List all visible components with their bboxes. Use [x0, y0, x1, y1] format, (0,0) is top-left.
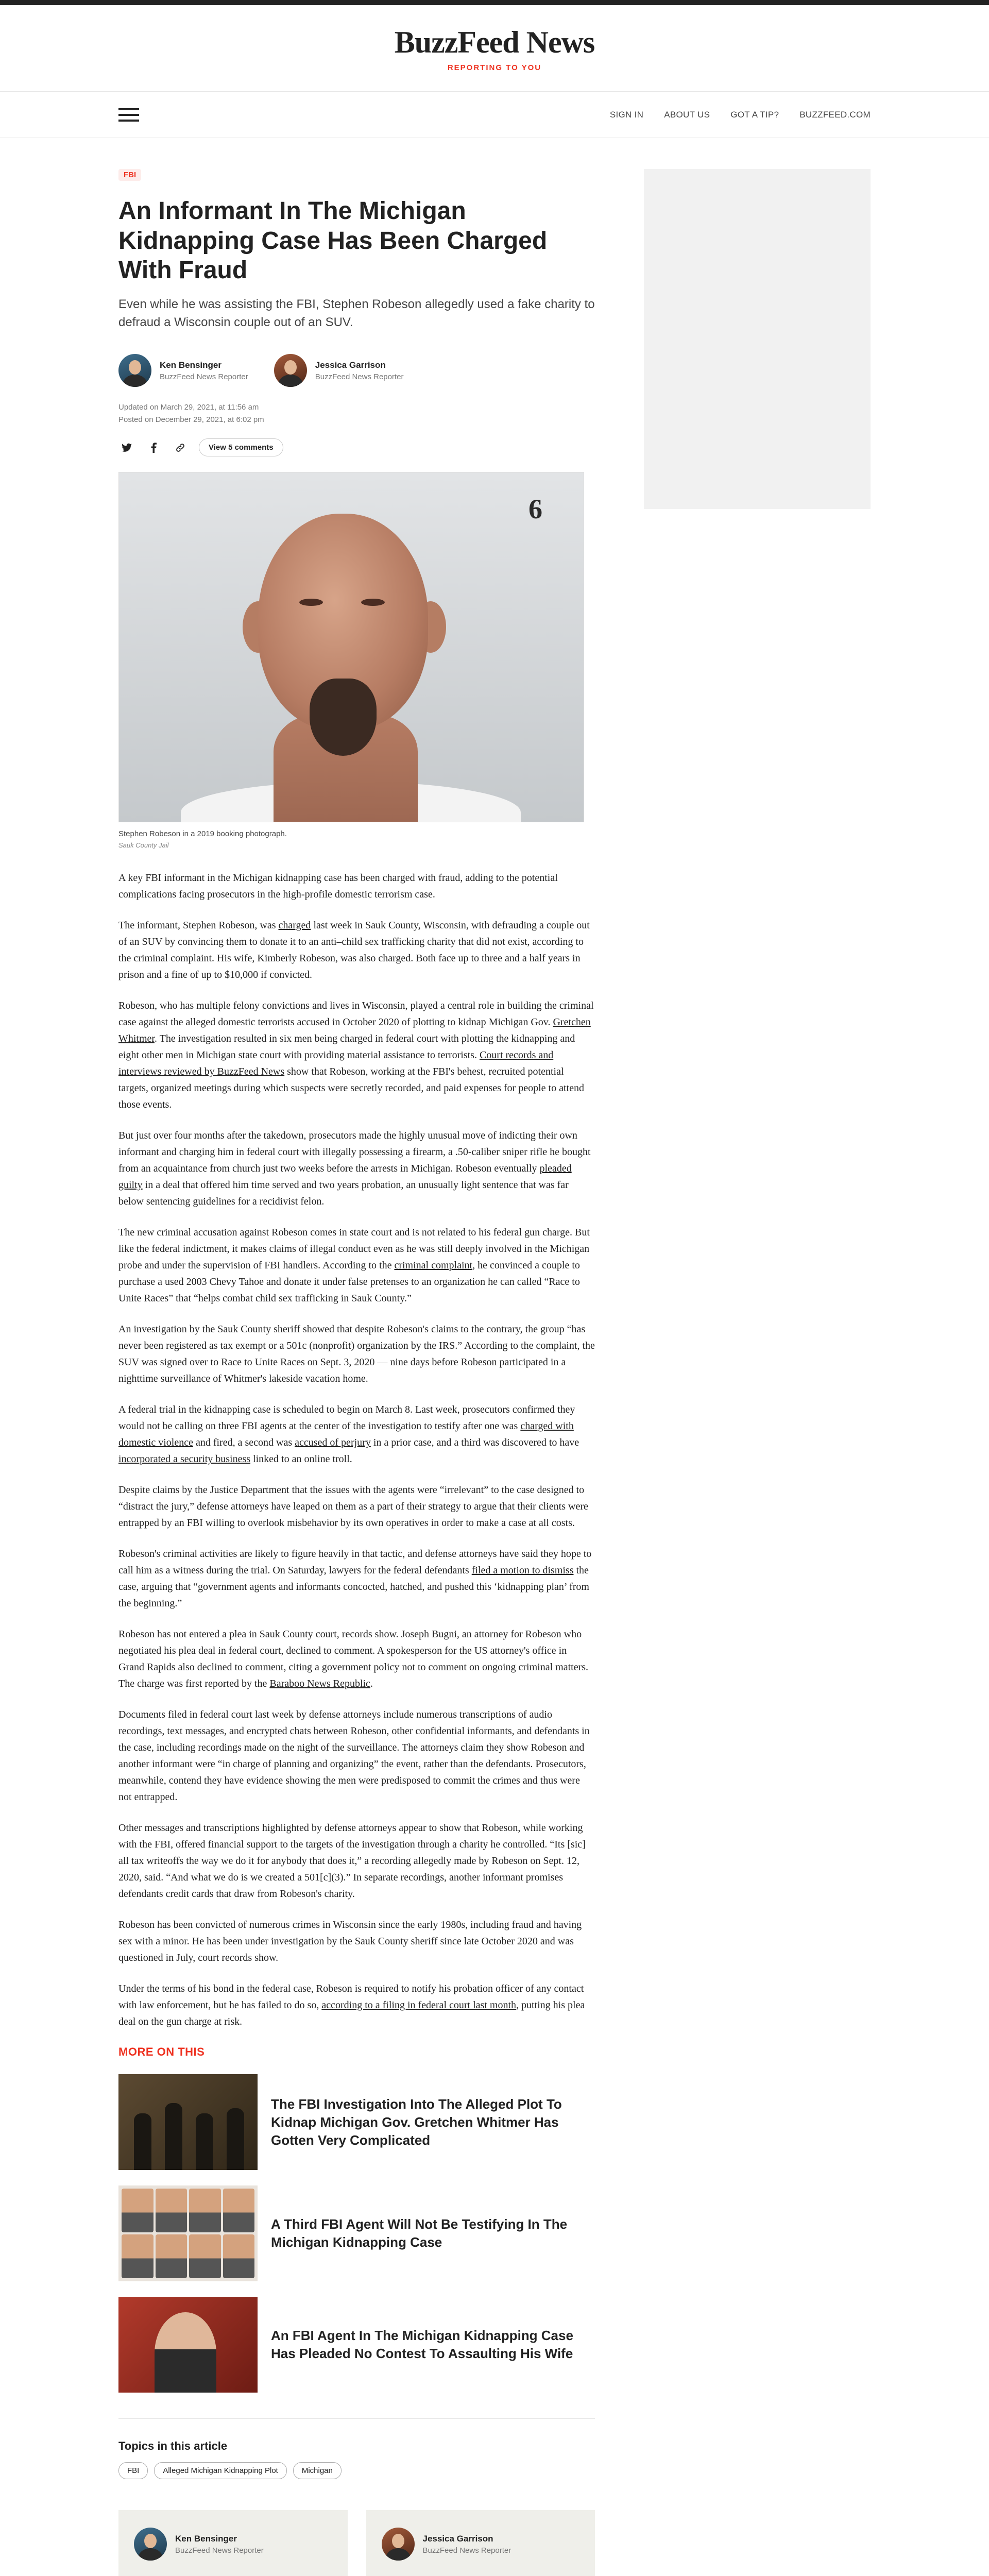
image-credit: Sauk County Jail	[118, 841, 169, 850]
share-bar	[118, 438, 595, 456]
article-paragraph	[118, 1127, 595, 1210]
category-tag[interactable]: FBI	[118, 169, 141, 181]
article-paragraph	[118, 1917, 595, 1966]
byline-jessica-garrison[interactable]	[274, 354, 404, 387]
byline-ken-bensinger[interactable]	[118, 354, 248, 387]
paragraph-text: An investigation by the Sauk County sheriff showed that despite Robeson's claims to the contrary, the group “has never been registered as tax exempt or a 501c (nonprofit) organization by the IRS.” According to the complaint, the SUV was signed over to Race to Unite Races on Sept. 3, 2020 — nine days before Robeson participated in a nighttime surveillance of Whitmer's lakeside vacation home.	[118, 1324, 595, 1385]
paragraph-text: the case, arguing that “government agents and informants concocted, hatched, and pushed this ‘kidnapping plan’ from the beginning.”	[118, 1565, 589, 1609]
author-name[interactable]: Ken Bensinger	[175, 2533, 237, 2544]
author-role: BuzzFeed News Reporter	[160, 372, 248, 381]
article-paragraph	[118, 917, 595, 983]
author-name[interactable]: Jessica Garrison	[315, 360, 386, 370]
paragraph-text: in a prior case, and a third was discovered to have	[370, 1437, 579, 1449]
inline-link[interactable]: Gretchen Whitmer	[118, 1016, 591, 1045]
nav-links	[610, 110, 871, 120]
more-on-this-link[interactable]: The FBI Investigation Into The Alleged Plot To Kidnap Michigan Gov. Gretchen Whitmer Has Gotten Very Complicated	[271, 2096, 562, 2148]
topic-fbi[interactable]: FBI	[118, 2462, 148, 2479]
paragraph-text: linked to an online troll.	[250, 1453, 352, 1465]
page-content	[0, 138, 989, 2576]
more-on-this-item[interactable]	[118, 2074, 595, 2170]
site-tagline: REPORTING TO YOU	[447, 63, 542, 72]
article-paragraph	[118, 1482, 595, 1531]
inline-link[interactable]: charged	[278, 920, 311, 931]
inline-link[interactable]: criminal complaint	[394, 1260, 473, 1272]
paragraph-text: The new criminal accusation against Robeson comes in state court and is not related to his federal gun charge. But like the federal indictment, it makes claims of illegal conduct even as he was still deeply involved in the Michigan probe and under the supervision of FBI handlers. According to the	[118, 1227, 590, 1272]
posted-timestamp: Posted on December 29, 2021, at 6:02 pm	[118, 415, 264, 425]
article-body	[118, 870, 595, 2030]
avatar[interactable]	[118, 354, 151, 387]
article-paragraph	[118, 870, 595, 903]
nav-about-us[interactable]: ABOUT US	[664, 109, 710, 120]
more-on-this-link[interactable]: A Third FBI Agent Will Not Be Testifying In The Michigan Kidnapping Case	[271, 2216, 568, 2250]
paragraph-text: Despite claims by the Justice Department that the issues with the agents were “irrelevant” to the case designed to “distract the jury,” defense attorneys have leaped on them as a part of their strategy to argue that their clients were entrapped by an FBI willing to overlook misbehavior by its own operatives in order to make a case at all costs.	[118, 1484, 588, 1529]
menu-icon[interactable]	[118, 108, 139, 122]
avatar[interactable]	[382, 2528, 415, 2561]
article-paragraph	[118, 1820, 595, 1902]
paragraph-text: A key FBI informant in the Michigan kidnapping case has been charged with fraud, adding to the potential complications facing prosecutors in the high-profile domestic terrorism case.	[118, 872, 558, 901]
inline-link[interactable]: Baraboo News Republic	[269, 1678, 370, 1690]
twitter-icon[interactable]	[118, 439, 135, 456]
topics-list	[118, 2462, 595, 2479]
top-bar	[0, 0, 989, 5]
facebook-icon[interactable]	[145, 439, 162, 456]
topic-kidnapping-plot[interactable]: Alleged Michigan Kidnapping Plot	[154, 2462, 286, 2479]
avatar[interactable]	[134, 2528, 167, 2561]
paragraph-text: Robeson has not entered a plea in Sauk County court, records show. Joseph Bugni, an attorney for Robeson who negotiated his plea deal in federal court, declined to comment. A spokesperson for the US attorney's office in Grand Rapids also declined to comment, citing a government policy not to comment on ongoing criminal matters. The charge was first reported by the	[118, 1629, 589, 1690]
article-paragraph	[118, 1980, 595, 2030]
article-paragraph	[118, 1321, 595, 1387]
thumbnail[interactable]	[118, 2297, 258, 2393]
author-role: BuzzFeed News Reporter	[175, 2546, 264, 2555]
article	[118, 169, 595, 2576]
article-dek: Even while he was assisting the FBI, Stephen Robeson allegedly used a fake charity to defraud a Wisconsin couple out of an SUV.	[118, 297, 595, 329]
nav-sign-in[interactable]: SIGN IN	[609, 109, 644, 120]
paragraph-text: A federal trial in the kidnapping case is scheduled to begin on March 8. Last week, prosecutors confirmed they would not be calling on three FBI agents at the center of the investigation to testify after one was	[118, 1404, 575, 1432]
thumbnail[interactable]	[118, 2074, 258, 2170]
nav-got-a-tip[interactable]: GOT A TIP?	[730, 109, 779, 120]
more-on-this-link[interactable]: An FBI Agent In The Michigan Kidnapping Case Has Pleaded No Contest To Assaulting His Wife	[271, 2328, 573, 2362]
article-paragraph	[118, 1546, 595, 1612]
paragraph-text: and fired, a second was	[193, 1437, 295, 1449]
thumbnail[interactable]	[118, 2185, 258, 2281]
divider	[118, 2418, 595, 2419]
paragraph-text: in a deal that offered him time served and two years probation, an unusually light sentence that was far below sentencing guidelines for a recidivist felon.	[118, 1179, 569, 1208]
paragraph-text: Robeson has been convicted of numerous crimes in Wisconsin since the early 1980s, including fraud and having sex with a minor. He has been under investigation by the Sauk County sheriff since late October 2020 and was questioned in July, court records show.	[118, 1919, 582, 1964]
sidebar-ad	[644, 169, 871, 509]
more-on-this-item[interactable]	[118, 2185, 595, 2281]
more-on-this-title: MORE ON THIS	[118, 2045, 205, 2059]
site-logo[interactable]: BuzzFeed News	[394, 25, 595, 59]
paragraph-text: , putting his plea deal on the gun charge at risk.	[118, 1999, 585, 2028]
author-role: BuzzFeed News Reporter	[315, 372, 404, 381]
topic-michigan[interactable]: Michigan	[293, 2462, 342, 2479]
author-name[interactable]: Jessica Garrison	[422, 2533, 493, 2544]
paragraph-text: , he convinced a couple to purchase a used 2003 Chevy Tahoe and donate it under false pretenses to an organization he can called “Race to Unite Races” that “helps combat child sex trafficking in Sauk County.”	[118, 1260, 580, 1304]
paragraph-text: The informant, Stephen Robeson, was	[118, 920, 279, 931]
inline-link[interactable]: according to a filing in federal court last month	[321, 1999, 516, 2011]
article-paragraph	[118, 997, 595, 1113]
author-name[interactable]: Ken Bensinger	[160, 360, 221, 370]
paragraph-text: Robeson's criminal activities are likely to figure heavily in that tactic, and defense attorneys have said they hope to call him as a witness during the trial. On Saturday, lawyers for the federal defendants	[118, 1548, 592, 1577]
bylines	[118, 354, 595, 387]
view-comments-button[interactable]: View 5 comments	[199, 438, 283, 456]
article-paragraph	[118, 1224, 595, 1307]
article-paragraph	[118, 1626, 595, 1692]
cell-number: 6	[528, 494, 542, 525]
paragraph-text: show that Robeson, working at the FBI's behest, recruited potential targets, organized meetings during which suspects were secretly recorded, and paid expenses for people to attend those events.	[118, 1066, 584, 1111]
topics-title: Topics in this article	[118, 2439, 228, 2453]
paragraph-text: last week in Sauk County, Wisconsin, with defrauding a couple out of an SUV by convincing them to donate it to an anti–child sex trafficking charity that did not exist, according to the criminal complaint. His wife, Kimberly Robeson, was also charged. Both face up to three and a half years in prison and a fine of up to $10,000 if convicted.	[118, 920, 590, 981]
inline-link[interactable]: accused of perjury	[295, 1437, 371, 1449]
inline-link[interactable]: Court records and interviews reviewed by BuzzFeed News	[118, 1049, 554, 1078]
author-card-jessica-garrison	[366, 2510, 595, 2576]
timestamps	[118, 401, 595, 426]
paragraph-text: But just over four months after the takedown, prosecutors made the highly unusual move of indicting their own informant and charging him in federal court with illegally possessing a firearm, a .50-caliber sniper rifle he bought from an acquaintance from church just two weeks before the arrests in Michigan. Robeson eventually	[118, 1130, 591, 1175]
more-on-this-item[interactable]	[118, 2297, 595, 2393]
inline-link[interactable]: pleaded guilty	[118, 1163, 572, 1191]
nav-buzzfeed-com[interactable]: BUZZFEED.COM	[799, 109, 871, 120]
paragraph-text: Documents filed in federal court last week by defense attorneys include numerous transcriptions of audio recordings, text messages, and encrypted chats between Robeson, other confidential informants, and defendants in the case, including recordings made on the night of the surveillance. The attorneys claim they show Robeson and another informant were “in charge of planning and organizing” the event, rather than the defendants. Prosecutors, meanwhile, contend they have evidence showing the men were predisposed to commit the crimes and thus were not entrapped.	[118, 1709, 590, 1803]
hero-image	[118, 472, 584, 822]
paragraph-text: . The investigation resulted in six men being charged in federal court with plotting the kidnapping and eight other men in Michigan state court with providing material assistance to terrorists.	[118, 1033, 575, 1061]
paragraph-text: Other messages and transcriptions highlighted by defense attorneys appear to show that Robeson, while working with the FBI, offered financial support to the targets of the investigation through a charity he controlled. “Its [sic] all tax writeoffs the way we do it for anybody that does it,” a recording allegedly made by Robeson on Sept. 12, 2020, said. “And what we do is we created a 501[c](3).” In separate recordings, another informant promises defendants credit cards that draw from Robeson's charity.	[118, 1822, 586, 1900]
paragraph-text: Under the terms of his bond in the federal case, Robeson is required to notify his probation officer of any contact with law enforcement, but he has failed to do so,	[118, 1983, 584, 2011]
article-paragraph	[118, 1706, 595, 1805]
paragraph-text: Robeson, who has multiple felony convictions and lives in Wisconsin, played a central role in building the criminal case against the alleged domestic terrorists accused in October 2020 of plotting to kidnap Michigan Gov.	[118, 1000, 594, 1028]
article-headline: An Informant In The Michigan Kidnapping Case Has Been Charged With Fraud	[118, 197, 548, 284]
inline-link[interactable]: charged with domestic violence	[118, 1420, 574, 1449]
updated-timestamp: Updated on March 29, 2021, at 11:56 am	[118, 403, 259, 412]
author-role: BuzzFeed News Reporter	[422, 2546, 511, 2555]
author-card-ken-bensinger	[118, 2510, 348, 2576]
paragraph-text: .	[370, 1678, 373, 1690]
site-header	[0, 5, 989, 92]
inline-link[interactable]: incorporated a security business	[118, 1453, 251, 1465]
image-caption: Stephen Robeson in a 2019 booking photograph.	[118, 829, 287, 839]
avatar[interactable]	[274, 354, 307, 387]
article-paragraph	[118, 1401, 595, 1467]
author-cards	[118, 2510, 595, 2576]
link-icon[interactable]	[172, 439, 189, 456]
inline-link[interactable]: filed a motion to dismiss	[471, 1565, 574, 1577]
main-nav	[0, 92, 989, 138]
